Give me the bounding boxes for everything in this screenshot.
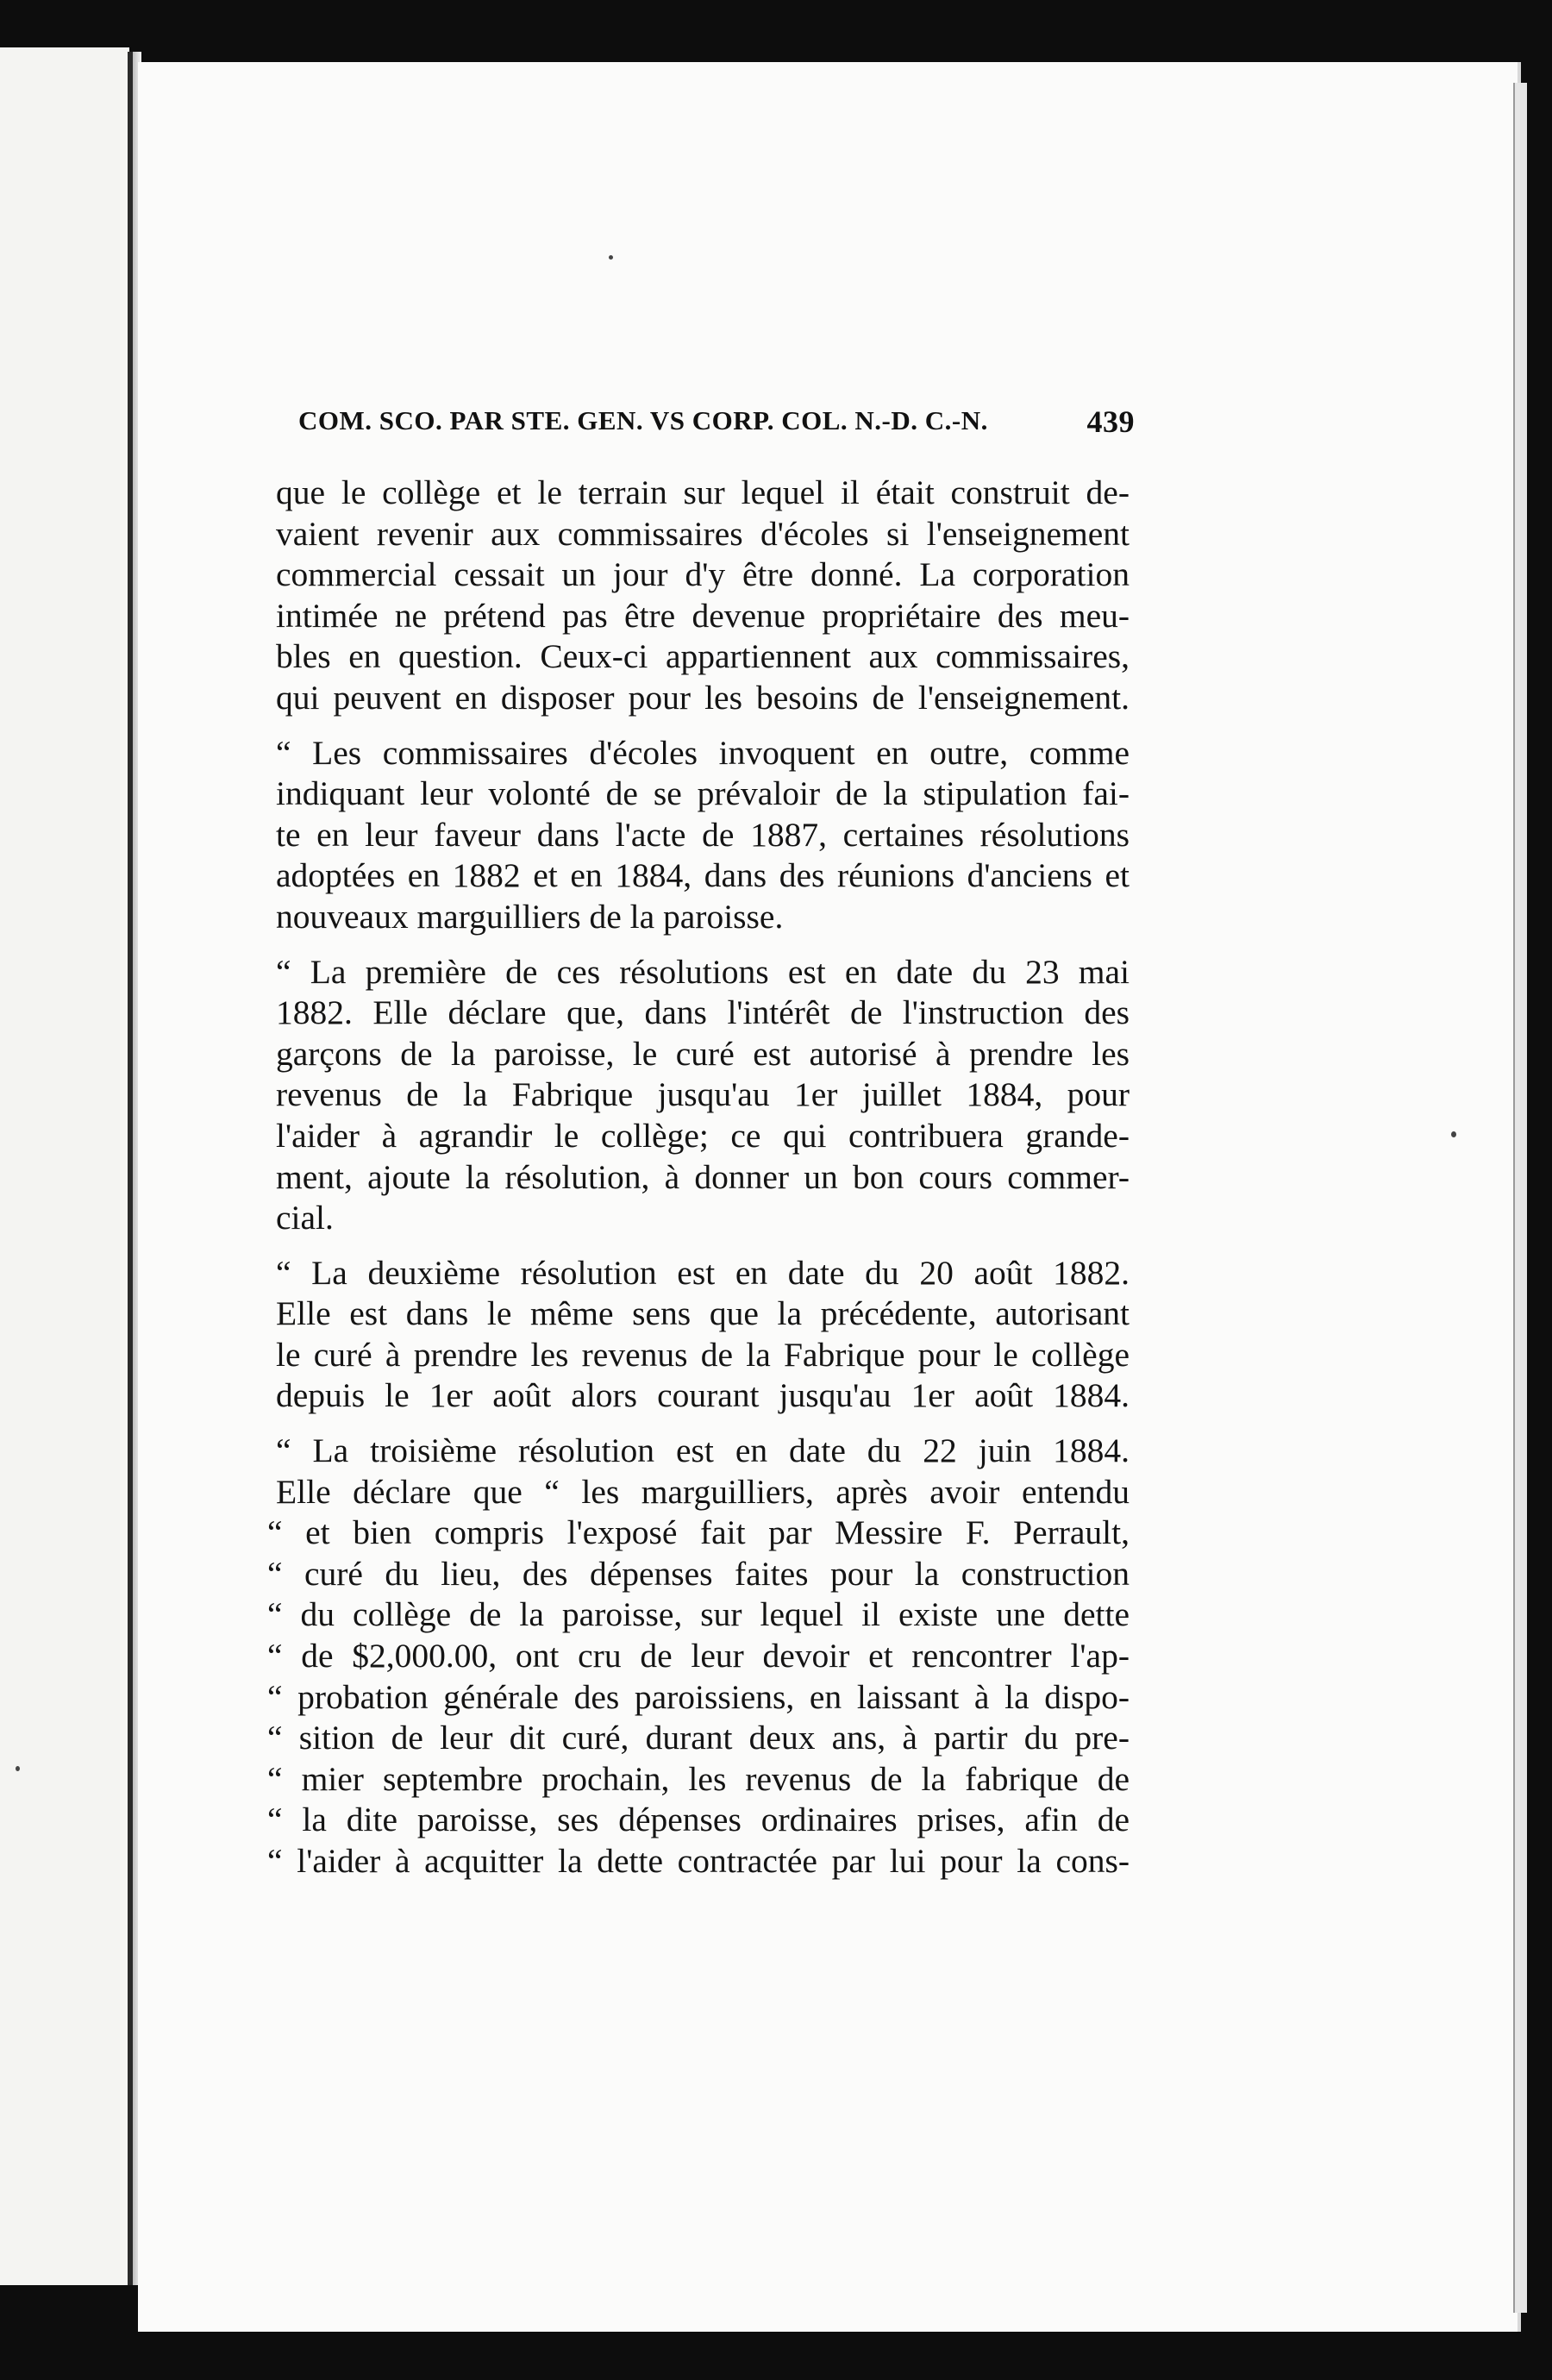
running-title: COM. SCO. PAR STE. GEN. VS CORP. COL. N.-D. C.-N. bbox=[298, 405, 988, 435]
text-line: l'aider à agrandir le collège; ce qui contribuera grande- bbox=[276, 1116, 1130, 1155]
text-line: cial. bbox=[276, 1199, 334, 1237]
quoted-line: “ sition de leur dit curé, durant deux ans, à partir du pre- bbox=[267, 1719, 1130, 1757]
text-line: Elle déclare que “ les marguilliers, après avoir entendu bbox=[276, 1472, 1130, 1511]
quoted-line: “ la dite paroisse, ses dépenses ordinaires prises, afin de bbox=[267, 1801, 1130, 1839]
quoted-line: “ l'aider à acquitter la dette contractée par lui pour la cons- bbox=[267, 1842, 1130, 1880]
text-line: indiquant leur volonté de se prévaloir de la stipulation fai- bbox=[276, 774, 1130, 813]
paragraph-5 bbox=[267, 1431, 1130, 1882]
text-line: “ La première de ces résolutions est en date du 23 mai bbox=[276, 952, 1130, 991]
text-line: adoptées en 1882 et en 1884, dans des réunions d'anciens et bbox=[276, 856, 1130, 895]
body-text bbox=[267, 473, 1130, 1882]
dust-speck bbox=[16, 1766, 20, 1771]
text-line: depuis le 1er août alors courant jusqu'au 1er août 1884. bbox=[276, 1376, 1130, 1415]
text-line: “ La deuxième résolution est en date du 20 août 1882. bbox=[276, 1253, 1130, 1292]
paragraph-4 bbox=[276, 1253, 1130, 1417]
paragraph-3 bbox=[276, 952, 1130, 1239]
quoted-line: “ curé du lieu, des dépenses faites pour la construction bbox=[267, 1554, 1130, 1593]
text-line: le curé à prendre les revenus de la Fabrique pour le collège bbox=[276, 1335, 1130, 1374]
paragraph-1 bbox=[276, 473, 1130, 719]
text-line: ment, ajoute la résolution, à donner un bon cours commer- bbox=[276, 1157, 1130, 1196]
text-line: revenus de la Fabrique jusqu'au 1er juillet 1884, pour bbox=[276, 1075, 1130, 1114]
left-page-edge bbox=[0, 47, 129, 2285]
paragraph-2 bbox=[276, 733, 1130, 938]
text-line: vaient revenir aux commissaires d'écoles si l'enseignement bbox=[276, 514, 1130, 553]
text-line: bles en question. Ceux-ci appartiennent aux commissaires, bbox=[276, 637, 1130, 676]
page-rim bbox=[1513, 83, 1527, 2313]
text-line: 1882. Elle déclare que, dans l'intérêt de l'instruction des bbox=[276, 993, 1130, 1032]
text-line: “ Les commissaires d'écoles invoquent en outre, comme bbox=[276, 733, 1130, 772]
dust-speck bbox=[609, 255, 613, 260]
text-line: Elle est dans le même sens que la précédente, autorisant bbox=[276, 1294, 1130, 1333]
text-line: qui peuvent en disposer pour les besoins de l'enseignement. bbox=[276, 678, 1130, 717]
text-line: nouveaux marguilliers de la paroisse. bbox=[276, 897, 784, 936]
text-line: “ La troisième résolution est en date du 22 juin 1884. bbox=[276, 1431, 1130, 1470]
text-line: garçons de la paroisse, le curé est autorisé à prendre les bbox=[276, 1034, 1130, 1073]
dust-speck bbox=[1451, 1131, 1456, 1137]
text-line: que le collège et le terrain sur lequel il était construit de- bbox=[276, 473, 1130, 511]
page-number: 439 bbox=[1086, 404, 1135, 439]
quoted-line: “ du collège de la paroisse, sur lequel il existe une dette bbox=[267, 1595, 1130, 1634]
text-line: intimée ne prétend pas être devenue propriétaire des meu- bbox=[276, 596, 1130, 635]
quoted-line: “ probation générale des paroissiens, en laissant à la dispo- bbox=[267, 1677, 1130, 1716]
quoted-line: “ mier septembre prochain, les revenus de la fabrique de bbox=[267, 1759, 1130, 1798]
quoted-line: “ et bien compris l'exposé fait par Messire F. Perrault, bbox=[267, 1513, 1130, 1552]
quoted-line: “ de $2,000.00, ont cru de leur devoir et rencontrer l'ap- bbox=[267, 1637, 1130, 1675]
text-line: commercial cessait un jour d'y être donné. La corporation bbox=[276, 555, 1130, 594]
text-line: te en leur faveur dans l'acte de 1887, certaines résolutions bbox=[276, 815, 1130, 854]
